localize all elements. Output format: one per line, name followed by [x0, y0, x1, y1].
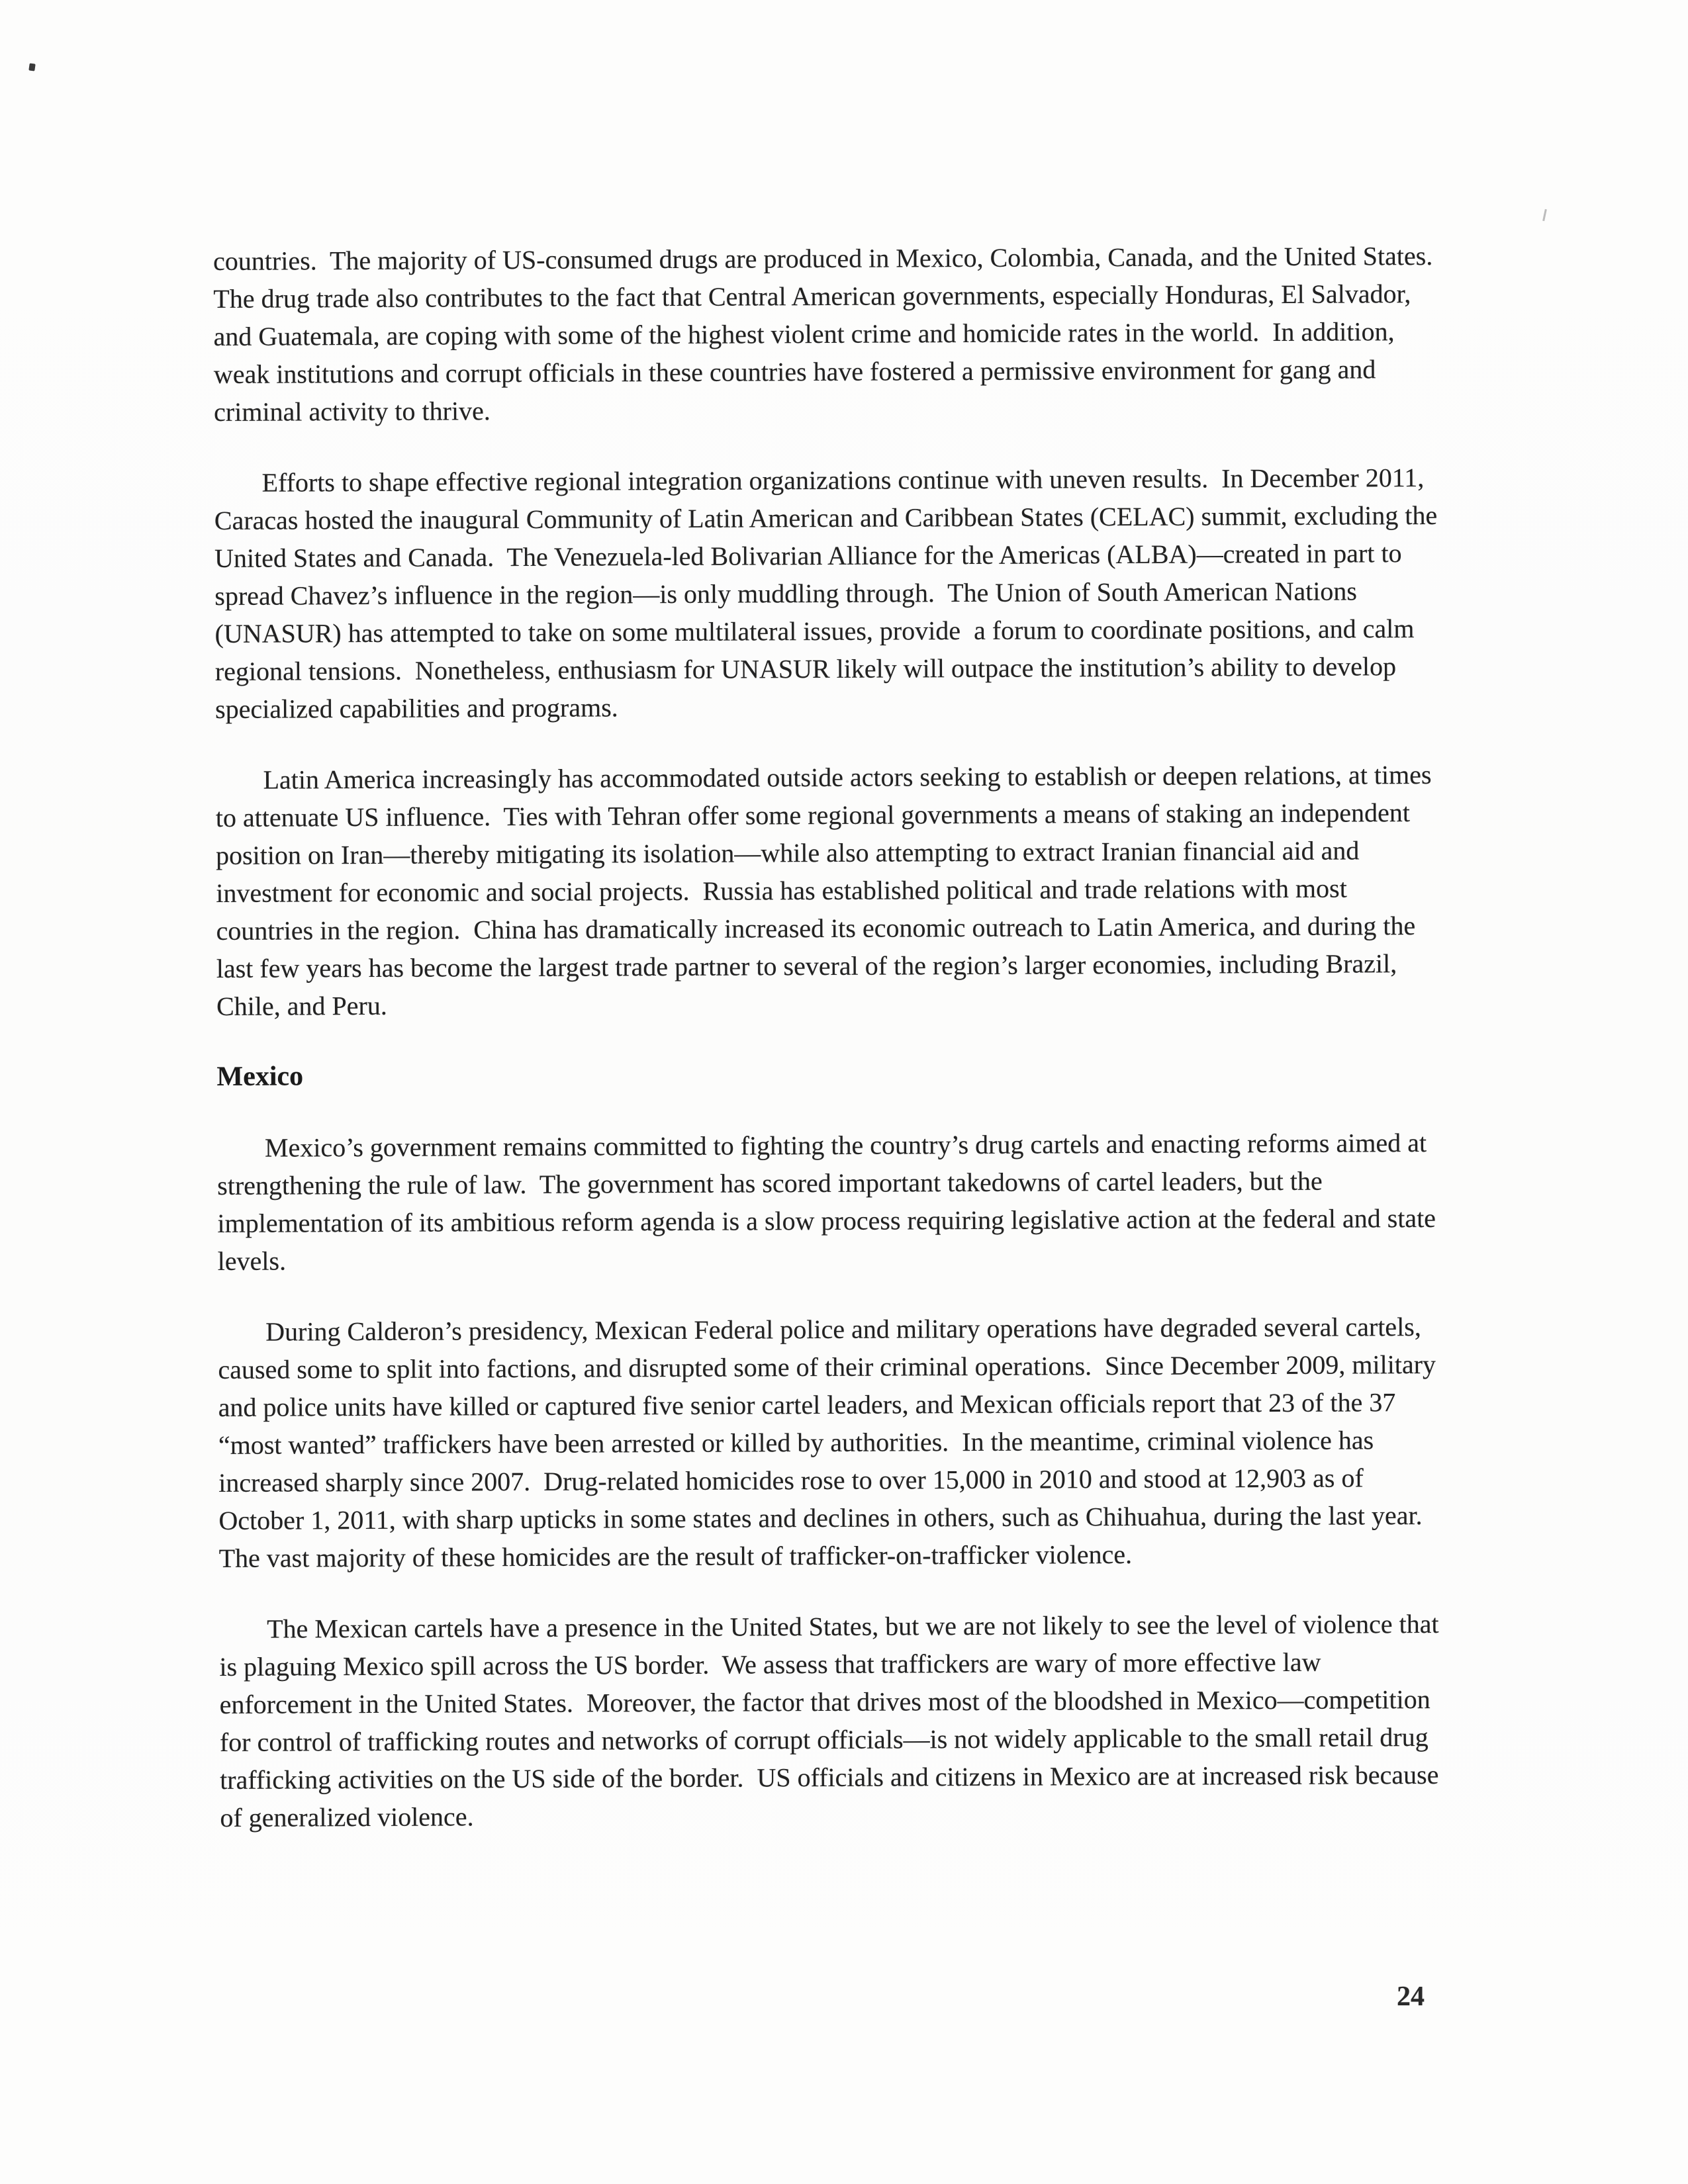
page-number: 24 — [1397, 1981, 1425, 2012]
page-text-content — [213, 237, 1446, 1870]
paragraph: Latin America increasingly has accommodated outside actors seeking to establish or deepen relations, at times to attenuate US influence. Ties with Tehran offer some regional governments a means of staking an independent position on Iran—thereby mitigating its isolation—while also attempting to extract Iranian financial aid and investment for economic and social projects. Russia has established political and trade relations with most countries in the region. China has dramatically increased its economic outreach to Latin America, and during the last few years has become the largest trade partner to several of the region’s larger economies, including Brazil, Chile, and Peru. — [215, 759, 1438, 1021]
paragraph: countries. The majority of US-consumed drugs are produced in Mexico, Colombia, Canada, and the United States. The drug trade also contributes to the fact that Central American governments, especially Honduras, El Salvador, and Guatemala, are coping with some of the highest violent crime and homicide rates in the world. In addition, weak institutions and corrupt officials in these countries have fostered a permissive environment for gang and criminal activity to thrive. — [213, 240, 1446, 427]
scan-speck-artifact — [28, 63, 35, 71]
paragraph: Efforts to shape effective regional integration organizations continue with uneven results. In December 2011, Caracas hosted the inaugural Community of Latin American and Caribbean States (CELAC) summit, excluding the United States and Canada. The Venezuela-led Bolivarian Alliance for the Americas (ALBA)—created in part to spread Chavez’s influence in the region—is only muddling through. The Union of South American Nations (UNASUR) has attempted to take on some multilateral issues, provide a forum to coordinate positions, and calm regional tensions. Nonetheless, enthusiasm for UNASUR likely will outpace the institution’s ability to develop specialized capabilities and programs. — [214, 462, 1444, 724]
scan-tick-artifact — [1542, 209, 1547, 221]
paragraph: The Mexican cartels have a presence in the United States, but we are not likely to see the level of violence that is plaguing Mexico spill across the US border. We assess that traffickers are wary of more effective law enforcement in the United States. Moreover, the factor that drives most of the bloodshed in Mexico—competition for control of trafficking routes and networks of corrupt officials—is not widely applicable to the small retail drug trafficking activities on the US side of the border. US officials and citizens in Mexico are at increased risk because of generalized violence. — [219, 1608, 1446, 1833]
paragraph: Mexico’s government remains committed to fighting the country’s drug cartels and enacting reforms aimed at strengthening the rule of law. The government has scored important takedowns of cartel leaders, but the implementation of its ambitious reform agenda is a slow process requiring legislative action at the federal and state levels. — [217, 1127, 1443, 1276]
paragraph: During Calderon’s presidency, Mexican Federal police and military operations have degraded several cartels, caused some to split into factions, and disrupted some of their criminal operations. Since December 2009, military and police units have killed or captured five senior cartel leaders, and Mexican officials report that 23 of the 37 “most wanted” traffickers have been arrested or killed by authorities. In the meantime, criminal violence has increased sharply since 2007. Drug-related homicides rose to over 15,000 in 2010 and stood at 12,903 as of October 1, 2011, with sharp upticks in some states and declines in others, such as Chihuahua, during the last year. The vast majority of these homicides are the result of trafficker-on-trafficker violence. — [218, 1312, 1443, 1573]
section-heading: Mexico — [216, 1061, 304, 1092]
